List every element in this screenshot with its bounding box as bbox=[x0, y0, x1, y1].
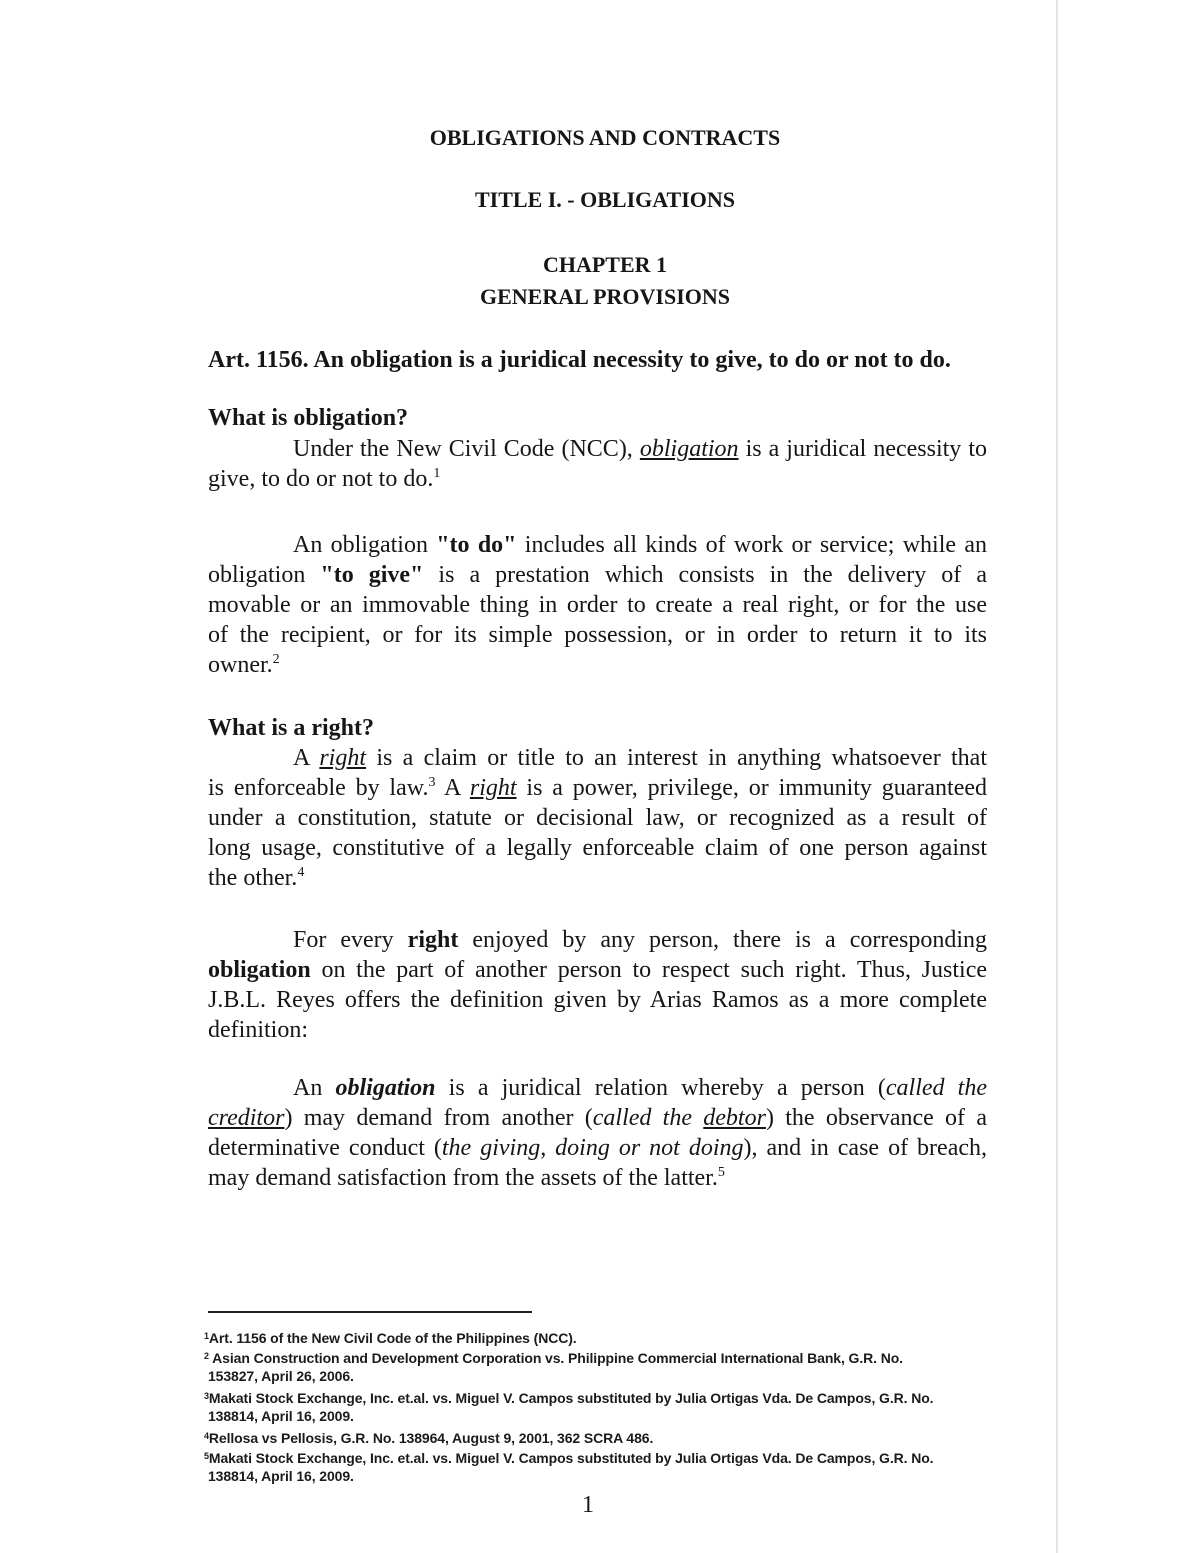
text-line bbox=[208, 985, 987, 1015]
text-line bbox=[208, 773, 987, 803]
defined-term: obligation bbox=[639, 436, 739, 462]
bold-italic-term: obligation bbox=[335, 1075, 436, 1101]
italic-run: called the bbox=[885, 1075, 987, 1101]
footnote-marker: 5 bbox=[204, 1451, 209, 1461]
text-run: Under the New Civil Code (NCC), bbox=[293, 436, 640, 462]
text-run: is a juridical relation whereby a person ( bbox=[435, 1075, 886, 1101]
text-line bbox=[293, 530, 987, 560]
text-run: includes all kinds of work or service; while an bbox=[516, 532, 987, 558]
footnote bbox=[204, 1349, 903, 1385]
text-line bbox=[208, 803, 987, 833]
footnote-text: 138814, April 16, 2009. bbox=[208, 1468, 354, 1484]
bold-term: right bbox=[407, 927, 459, 953]
text-line bbox=[208, 833, 987, 863]
text-run: An obligation bbox=[293, 532, 437, 558]
italic-run: called the bbox=[592, 1105, 704, 1131]
text-run: of the recipient, or for its simple possession, or in order to return it to its bbox=[208, 622, 987, 648]
footnote-ref: 3 bbox=[428, 775, 436, 790]
defined-term: right bbox=[469, 775, 517, 801]
text-run: ) may demand from another ( bbox=[284, 1105, 593, 1131]
footnote-text: Art. 1156 of the New Civil Code of the Philippines (NCC). bbox=[208, 1330, 577, 1346]
paragraph bbox=[208, 925, 987, 1045]
text-run: is a power, privilege, or immunity guaranteed bbox=[516, 775, 988, 801]
text-run: obligation bbox=[208, 562, 321, 588]
article-heading: Art. 1156. An obligation is a juridical necessity to give, to do or not to do. bbox=[208, 347, 951, 373]
text-line bbox=[208, 863, 987, 893]
page-number: 1 bbox=[582, 1492, 594, 1518]
scan-edge-line bbox=[1056, 0, 1058, 1553]
italic-run: the giving, doing or not doing bbox=[441, 1135, 744, 1161]
defined-term: right bbox=[319, 745, 367, 771]
text-line bbox=[208, 590, 987, 620]
footnote-text: 153827, April 26, 2006. bbox=[208, 1368, 354, 1384]
text-run: determinative conduct ( bbox=[208, 1135, 442, 1161]
footnote-marker: 2 bbox=[204, 1351, 209, 1361]
footnote-text: Makati Stock Exchange, Inc. et.al. vs. Miguel V. Campos substituted by Julia Ortigas Vda. De Campos, G.R. No. bbox=[208, 1450, 934, 1466]
bold-term: "to do" bbox=[436, 532, 517, 558]
footnote bbox=[204, 1429, 653, 1447]
text-run: is a prestation which consists in the delivery of a bbox=[423, 562, 987, 588]
text-line bbox=[208, 464, 987, 494]
bold-term: "to give" bbox=[320, 562, 424, 588]
footnote-line bbox=[204, 1349, 903, 1367]
chapter-number: CHAPTER 1 bbox=[542, 252, 668, 277]
paragraph bbox=[208, 434, 987, 494]
book-title: OBLIGATIONS AND CONTRACTS bbox=[429, 125, 781, 150]
paragraph bbox=[208, 530, 987, 680]
text-line bbox=[208, 650, 987, 680]
text-line bbox=[293, 925, 987, 955]
footnote bbox=[204, 1389, 933, 1425]
text-run: give, to do or not to do. bbox=[208, 466, 434, 492]
text-line bbox=[293, 434, 987, 464]
footnote-line bbox=[204, 1389, 933, 1407]
footnote-line bbox=[204, 1367, 903, 1385]
text-run: J.B.L. Reyes offers the definition given by Arias Ramos as a more complete bbox=[208, 987, 987, 1013]
footnote-marker: 1 bbox=[204, 1331, 209, 1341]
text-run: is a juridical necessity to bbox=[738, 436, 987, 462]
paragraph bbox=[208, 1073, 987, 1193]
footnote-ref: 4 bbox=[297, 865, 305, 880]
footnote-separator bbox=[208, 1311, 532, 1313]
text-line bbox=[208, 1103, 987, 1133]
chapter-name: GENERAL PROVISIONS bbox=[479, 284, 730, 309]
text-run: may demand satisfaction from the assets of the latter. bbox=[208, 1165, 718, 1191]
text-line bbox=[208, 620, 987, 650]
bold-term: obligation bbox=[208, 957, 311, 983]
defined-term: debtor bbox=[703, 1105, 766, 1131]
footnote-line bbox=[204, 1407, 933, 1425]
footnote-text: Asian Construction and Development Corporation vs. Philippine Commercial International Bank, G.R. No. bbox=[208, 1350, 903, 1366]
footnote-ref: 1 bbox=[433, 466, 441, 481]
text-line bbox=[208, 955, 987, 985]
footnote-text: Rellosa vs Pellosis, G.R. No. 138964, August 9, 2001, 362 SCRA 486. bbox=[208, 1430, 654, 1446]
text-run: movable or an immovable thing in order to create a real right, or for the use bbox=[208, 592, 987, 618]
text-run: under a constitution, statute or decisional law, or recognized as a result of bbox=[208, 805, 987, 831]
text-run: enjoyed by any person, there is a corresponding bbox=[458, 927, 987, 953]
text-line bbox=[293, 1073, 987, 1103]
section-heading-right: What is a right? bbox=[208, 715, 375, 741]
text-line bbox=[208, 1133, 987, 1163]
title-heading: TITLE I. - OBLIGATIONS bbox=[474, 187, 735, 212]
text-run: For every bbox=[293, 927, 408, 953]
text-run: definition: bbox=[208, 1017, 308, 1043]
text-run: ) the observance of a bbox=[765, 1105, 987, 1131]
section-heading-obligation: What is obligation? bbox=[208, 405, 409, 431]
text-run: long usage, constitutive of a legally enforceable claim of one person against bbox=[208, 835, 987, 861]
text-run: on the part of another person to respect such right. Thus, Justice bbox=[310, 957, 987, 983]
footnote-text: 138814, April 16, 2009. bbox=[208, 1408, 354, 1424]
text-run: is a claim or title to an interest in anything whatsoever that bbox=[366, 745, 987, 771]
footnote-line bbox=[204, 1449, 933, 1467]
text-run: is enforceable by law. bbox=[208, 775, 429, 801]
footnote bbox=[204, 1329, 577, 1347]
text-line bbox=[208, 1163, 987, 1193]
text-line bbox=[208, 1015, 987, 1045]
footnote-marker: 3 bbox=[204, 1391, 209, 1401]
text-run: A bbox=[293, 745, 320, 771]
footnote-line bbox=[204, 1429, 653, 1447]
footnote-line bbox=[204, 1329, 577, 1347]
text-run: An bbox=[293, 1075, 336, 1101]
footnote-marker: 4 bbox=[204, 1431, 209, 1441]
text-run: A bbox=[435, 775, 470, 801]
paragraph bbox=[208, 743, 987, 893]
defined-term: creditor bbox=[208, 1105, 285, 1131]
text-run: owner. bbox=[208, 652, 273, 678]
text-line bbox=[208, 560, 987, 590]
footnote-ref: 2 bbox=[272, 652, 280, 667]
text-run: the other. bbox=[208, 865, 298, 891]
text-line bbox=[293, 743, 987, 773]
footnote-text: Makati Stock Exchange, Inc. et.al. vs. Miguel V. Campos substituted by Julia Ortigas Vda. De Campos, G.R. No. bbox=[208, 1390, 934, 1406]
text-run: ), and in case of breach, bbox=[743, 1135, 987, 1161]
footnote-ref: 5 bbox=[717, 1165, 725, 1180]
footnote bbox=[204, 1449, 933, 1485]
footnote-line bbox=[204, 1467, 933, 1485]
